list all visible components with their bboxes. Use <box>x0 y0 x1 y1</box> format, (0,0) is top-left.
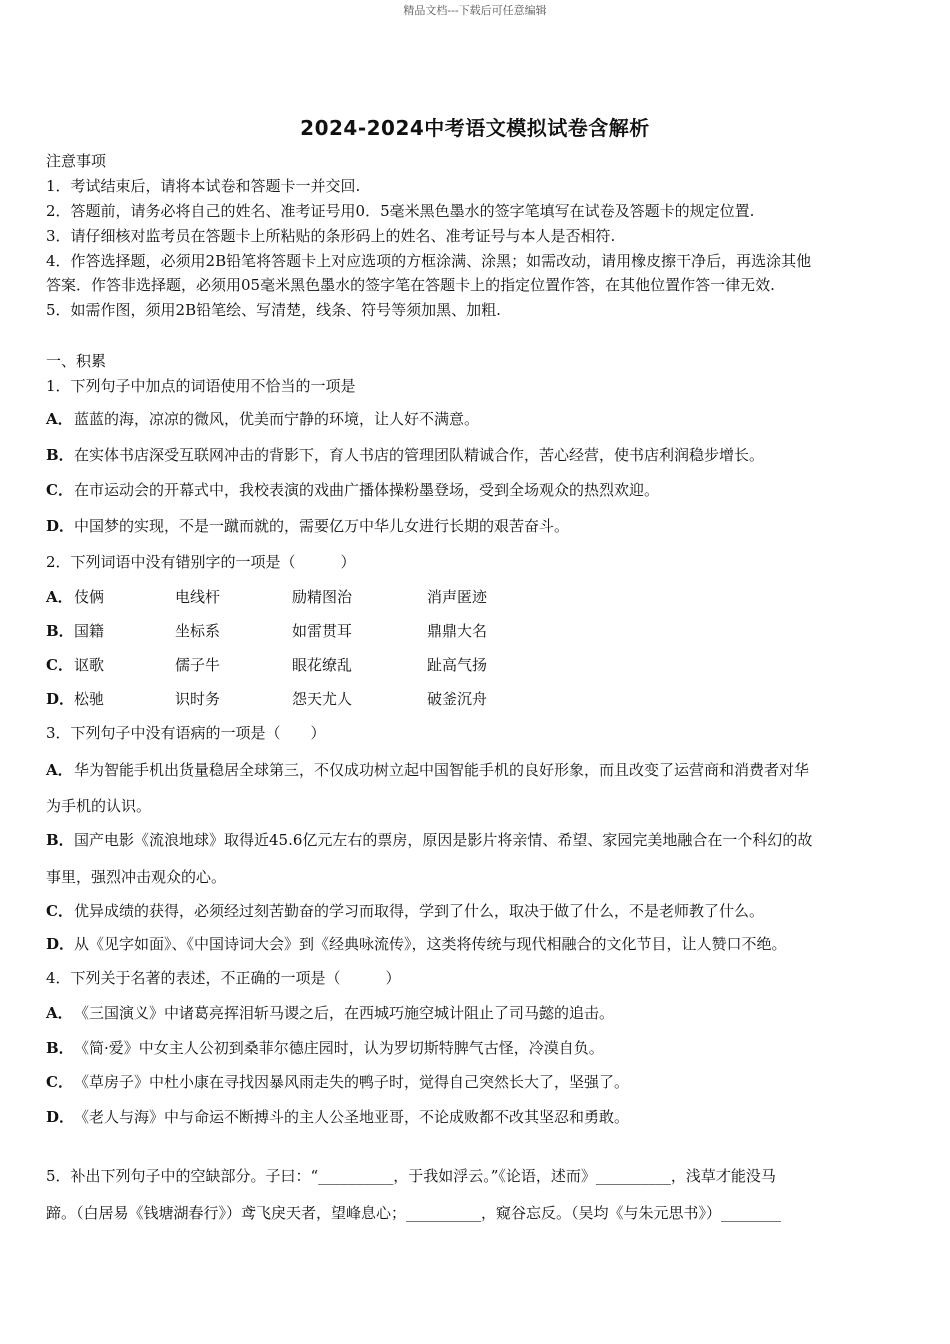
notice-item: 3．请仔细核对监考员在答题卡上所粘贴的条形码上的姓名、准考证号与本人是否相符. <box>46 227 616 245</box>
question-3-option-b <box>46 830 812 850</box>
option-key: D． <box>46 517 75 535</box>
notice-heading: 注意事项 <box>46 152 107 170</box>
option-text: 在市运动会的开幕式中，我校表演的戏曲广播体操粉墨登场，受到全场观众的热烈欢迎。 <box>74 481 660 499</box>
question-4-option-a <box>46 1003 614 1023</box>
option-text: 蓝蓝的海，凉凉的微风，优美而宁静的环境，让人好不满意。 <box>74 410 480 428</box>
word-cell: 励精图治 <box>292 588 353 606</box>
notice-item: 2．答题前，请务必将自己的姓名、准考证号用0．5毫米黑色墨水的签字笔填写在试卷及答题卡的规定位置. <box>46 202 755 220</box>
option-text: 华为智能手机出货量稳居全球第三，不仅成功树立起中国智能手机的良好形象，而且改变了运营商和消费者对华 <box>74 761 810 779</box>
word-cell: 儒子牛 <box>175 656 221 674</box>
option-text: 从《见字如面》、《中国诗词大会》到《经典咏流传》，这类将传统与现代相融合的文化节目，让人赞口不绝。 <box>74 935 787 953</box>
option-text: 《草房子》中杜小康在寻找因暴风雨走失的鸭子时，觉得自己突然长大了，坚强了。 <box>74 1073 630 1091</box>
notice-item: 4．作答选择题，必须用2B铅笔将答题卡上对应选项的方框涂满、涂黑；如需改动，请用橡皮擦干净后，再选涂其他 <box>46 252 812 270</box>
option-text: 《老人与海》中与命运不断搏斗的主人公圣地亚哥，不论成败都不改其坚忍和勇敢。 <box>74 1108 630 1126</box>
question-3-option-d <box>46 934 787 954</box>
option-text: 优异成绩的获得，必须经过刻苦勤奋的学习而取得，学到了什么，取决于做了什么，不是老师教了什么。 <box>74 902 765 920</box>
section-heading: 一、积累 <box>46 352 107 370</box>
word-cell: 电线杆 <box>175 588 221 606</box>
question-4-option-d <box>46 1107 629 1127</box>
question-2-option-a <box>46 587 104 607</box>
option-key: B． <box>46 831 74 849</box>
question-1-option-b <box>46 445 764 465</box>
notice-item: 1．考试结束后，请将本试卷和答题卡一并交回. <box>46 177 361 195</box>
question-1-option-d <box>46 516 569 536</box>
question-3-option-a <box>46 760 809 780</box>
option-key: B． <box>46 1039 74 1057</box>
word-cell: 破釜沉舟 <box>427 690 488 708</box>
word-cell: 识时务 <box>175 690 221 708</box>
notice-item: 答案．作答非选择题，必须用05毫米黑色墨水的签字笔在答题卡上的指定位置作答，在其他位置作答一律无效. <box>46 276 775 294</box>
question-2-stem: 2．下列词语中没有错别字的一项是（ ） <box>46 553 356 571</box>
option-key: C． <box>46 656 73 674</box>
option-key: A． <box>46 761 73 779</box>
question-2-option-d <box>46 689 104 709</box>
word-cell: 消声匿迹 <box>427 588 488 606</box>
option-key: B． <box>46 622 74 640</box>
word-cell: 松驰 <box>74 690 105 708</box>
question-3-option-c <box>46 901 764 921</box>
option-text: 《三国演义》中诸葛亮挥泪斩马谡之后，在西城巧施空城计阻止了司马懿的追击。 <box>74 1004 615 1022</box>
page-header-watermark: 精品文档---下载后可任意编辑 <box>403 4 547 17</box>
word-cell: 伎俩 <box>74 588 105 606</box>
option-text: 中国梦的实现，不是一蹴而就的，需要亿万中华儿女进行长期的艰苦奋斗。 <box>74 517 570 535</box>
word-cell: 坐标系 <box>175 622 221 640</box>
option-text-continued: 事里，强烈冲击观众的心。 <box>46 868 227 886</box>
question-1-option-a <box>46 409 479 429</box>
question-4-stem: 4．下列关于名著的表述，不正确的一项是（ ） <box>46 969 401 987</box>
option-text-continued: 为手机的认识。 <box>46 797 152 815</box>
question-4-option-c <box>46 1072 629 1092</box>
question-1-option-c <box>46 480 659 500</box>
question-2-option-b <box>46 621 104 641</box>
option-text: 在实体书店深受互联网冲击的背影下，育人书店的管理团队精诚合作，苦心经营，使书店利润稳步增长。 <box>74 446 765 464</box>
word-cell: 趾高气扬 <box>427 656 488 674</box>
option-key: A． <box>46 1004 73 1022</box>
word-cell: 鼎鼎大名 <box>427 622 488 640</box>
option-key: C． <box>46 902 73 920</box>
page-title: 2024-2024中考语文模拟试卷含解析 <box>300 116 650 140</box>
question-5-line: 5．补出下列句子中的空缺部分。子曰：“__________，于我如浮云。”《论语，述而》__________，浅草才能没马 <box>46 1167 776 1185</box>
word-cell: 国籍 <box>74 622 105 640</box>
option-key: A． <box>46 410 73 428</box>
option-key: D． <box>46 690 75 708</box>
option-text: 《简·爱》中女主人公初到桑菲尔德庄园时，认为罗切斯特脾气古怪，冷漠自负。 <box>74 1039 604 1057</box>
notice-item: 5．如需作图，须用2B铅笔绘、写清楚，线条、符号等须加黑、加粗. <box>46 301 501 319</box>
question-1-stem: 1．下列句子中加点的词语使用不恰当的一项是 <box>46 377 356 395</box>
question-4-option-b <box>46 1038 604 1058</box>
word-cell: 讴歌 <box>74 656 105 674</box>
question-2-option-c <box>46 655 104 675</box>
question-3-stem: 3．下列句子中没有语病的一项是（ ） <box>46 724 326 742</box>
option-key: D． <box>46 1108 75 1126</box>
option-key: D． <box>46 935 75 953</box>
word-cell: 如雷贯耳 <box>292 622 353 640</box>
word-cell: 眼花缭乱 <box>292 656 353 674</box>
option-key: A． <box>46 588 73 606</box>
word-cell: 怨天尤人 <box>292 690 353 708</box>
option-key: C． <box>46 481 73 499</box>
option-key: C． <box>46 1073 73 1091</box>
option-text: 国产电影《流浪地球》取得近45.6亿元左右的票房，原因是影片将亲情、希望、家园完美地融合在一个科幻的故 <box>74 831 813 849</box>
question-5-line: 蹄。（白居易《钱塘湖春行》）鸢飞戾天者，望峰息心；__________，窥谷忘反。（吴均《与朱元思书》）________ <box>46 1204 782 1222</box>
option-key: B． <box>46 446 74 464</box>
